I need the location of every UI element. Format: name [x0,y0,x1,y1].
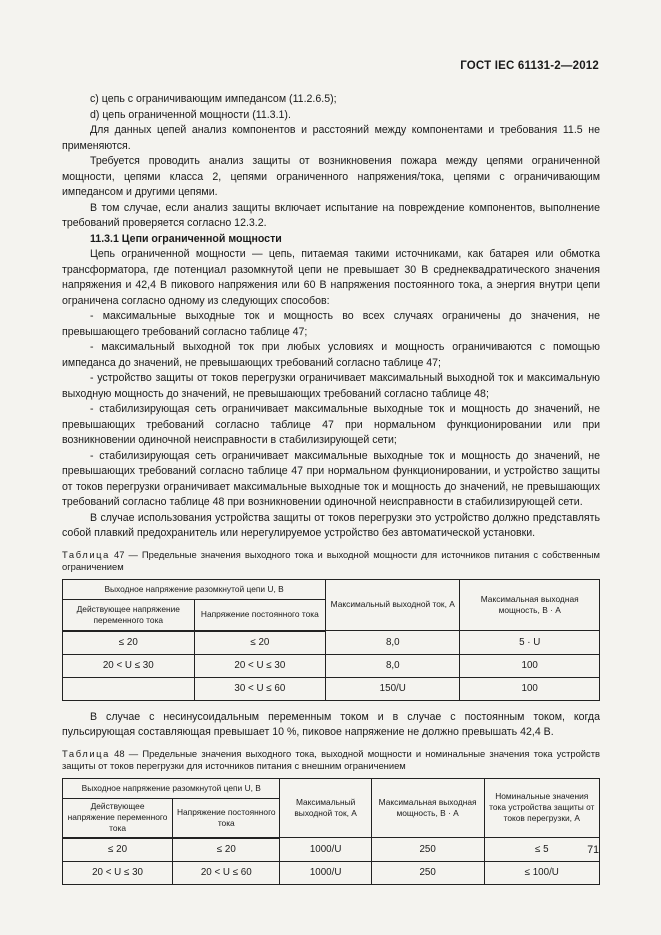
table-47 [62,579,600,701]
table-cell: ≤ 20 [63,838,173,862]
table-cell: 8,0 [326,631,460,655]
table-group-header: Выходное напряжение разомкнутой цепи U, В [63,579,326,599]
page-content [62,92,600,885]
table-cell: 1000/U [280,861,371,884]
paragraph: c) цепь с ограничивающим импедансом (11.2.6.5); [90,93,337,105]
table-cell: ≤ 5 [484,838,599,862]
list-item: - устройство защиты от токов перегрузки ограничивает максимальный выходной ток и максимальную выходную мощность до значений, не превышающих требований согласно таблице 48; [62,372,600,400]
table-col-header: Максимальная выходная мощность, В · А [460,579,600,631]
table-col-header: Действующее напряжение переменного тока [63,798,173,838]
section-closing: В случае использования устройства защиты от токов перегрузки это устройство должно представлять собой плавкий предохранитель или нерегулируемое устройство без автоматической установки. [62,511,600,539]
table-cell: 20 < U ≤ 30 [194,654,326,677]
list-item: - стабилизирующая сеть ограничивает максимальные выходные ток и мощность до значений, не превышающих требований согласно таблице 47 при нормальном функционировании или при возникновении одиночной неисправности в стабилизирующей сети; [62,403,600,446]
table-cell: ≤ 20 [194,631,326,655]
paragraph: Для данных цепей анализ компонентов и расстояний между компонентами и требования 11.5 не применяются. [62,124,600,152]
section-intro: Цепь ограниченной мощности — цепь, питаемая такими источниками, как батарея или обмотка трансформатора, где потенциал разомкнутой цепи не превышает 30 В среднеквадратического значения напряжения и 42,4 В пикового напряжения или 60 В напряжения постоянного тока, а энергия внутри цепи ограничена согласно одному из следующих способов: [62,248,600,307]
table-row [63,677,600,700]
table-48-caption [62,748,600,773]
table-label: Таблица [62,747,110,759]
table-col-header: Максимальный выходной ток, А [326,579,460,631]
table-cell: 250 [371,861,484,884]
table-cell: 250 [371,838,484,862]
table-row [63,654,600,677]
list-item: - стабилизирующая сеть ограничивает максимальные выходные ток и мощность до значений, не превышающих требований согласно таблице 47 при нормальном функционировании, и устройство защиты от токов перегрузки ограничивает максимальные выходные ток и мощность до значений, не превышающих требований согласно таблице 48 при возникновении одиночной неисправности в стабилизирующей сети. [62,449,600,508]
section-heading: 11.3.1 Цепи ограниченной мощности [90,232,282,245]
table-47-caption [62,549,600,574]
table-row [63,861,600,884]
table-row [63,631,600,655]
table-cell [63,677,195,700]
list-item: - максимальные выходные ток и мощность во всех случаях ограничены до значения, не превышающего требований согласно таблице 47; [62,310,600,338]
table-cell: 5 · U [460,631,600,655]
table-label: Таблица [62,548,110,560]
paragraph: d) цепь ограниченной мощности (11.3.1). [90,108,291,121]
table-cell: 20 < U ≤ 30 [63,861,173,884]
paragraph: В том случае, если анализ защиты включает испытание на повреждение компонентов, выполнение требований проверяется согласно 12.3.2. [62,201,600,229]
table-cell: 100 [460,654,600,677]
table-cell: 8,0 [326,654,460,677]
table-48 [62,778,600,885]
table-group-header: Выходное напряжение разомкнутой цепи U, В [63,778,280,798]
paragraph: Требуется проводить анализ защиты от возникновения пожара между цепями ограниченной мощности, цепями класса 2, цепями ограниченного напряжения/тока, цепями с ограничивающим импедансом и другими цепями. [62,155,600,198]
table-cell: 30 < U ≤ 60 [194,677,326,700]
table-cell: ≤ 100/U [484,861,599,884]
table-col-header: Максимальная выходная мощность, В · А [371,778,484,838]
table-col-header: Максимальный выходной ток, А [280,778,371,838]
table-col-header: Действующее напряжение переменного тока [63,599,195,631]
table-caption-text: 48 — Предельные значения выходного тока, выходной мощности и номинальные значения тока устройств защиты от токов перегрузки для источников питания с внешним ограничением [62,747,600,771]
table-row [63,838,600,862]
page-header-standard: ГОСТ IEC 61131-2—2012 [460,60,599,72]
table-cell: 1000/U [280,838,371,862]
table-col-header: Напряжение постоянного тока [173,798,280,838]
page-number: 71 [587,844,599,856]
table-cell: 20 < U ≤ 30 [63,654,195,677]
table-cell: 100 [460,677,600,700]
table-col-header: Номинальные значения тока устройства защиты от токов перегрузки, А [484,778,599,838]
table-cell: ≤ 20 [173,838,280,862]
table-cell: 150/U [326,677,460,700]
table-col-header: Напряжение постоянного тока [194,599,326,631]
table-caption-text: 47 — Предельные значения выходного тока и выходной мощности для источников питания с собственным ограничением [62,548,600,572]
table-cell: ≤ 20 [63,631,195,655]
paragraph: В случае с несинусоидальным переменным током и в случае с постоянным током, когда пульсирующая составляющая превышает 10 %, пиковое напряжение не должно превышать 42,4 В. [62,710,600,738]
list-item: - максимальный выходной ток при любых условиях и мощность ограничиваются с помощью импеданса до значений, не превышающих требований согласно таблице 47; [62,341,600,369]
table-cell: 20 < U ≤ 60 [173,861,280,884]
